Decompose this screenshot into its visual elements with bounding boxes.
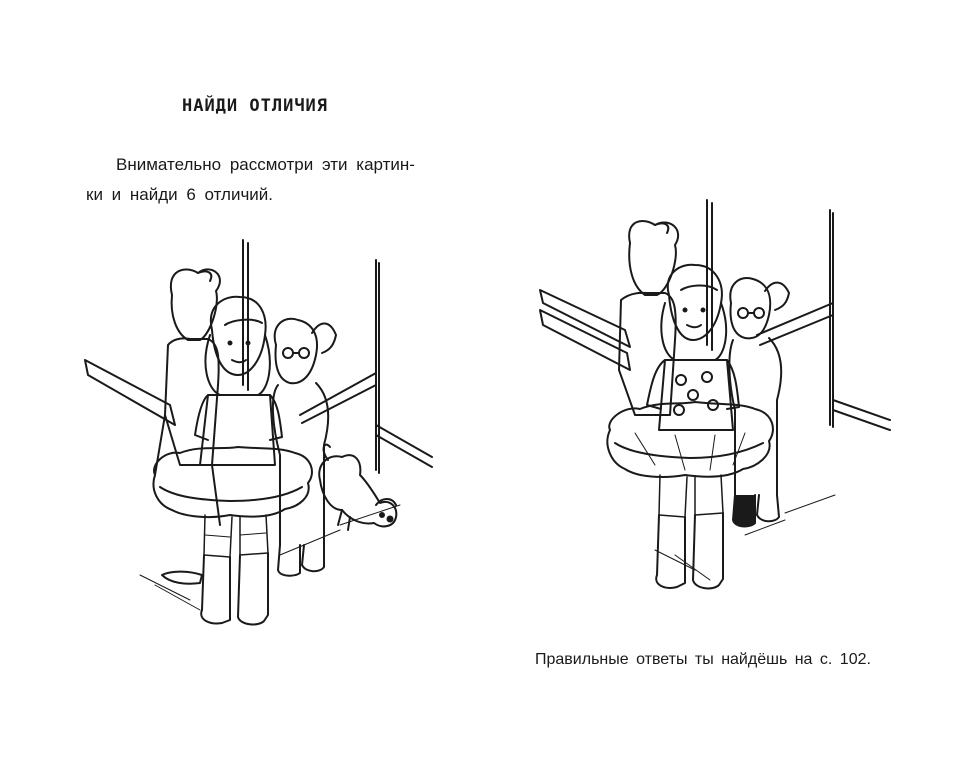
boy-with-glasses <box>273 319 336 576</box>
instructions-line-1: Внимательно рассмотри эти картин- <box>116 155 415 174</box>
room-walls <box>85 240 432 610</box>
instructions-line-2: ки и найди 6 отличий. <box>86 185 274 204</box>
floor-shoe <box>162 572 202 584</box>
girl-back-view <box>619 221 678 415</box>
right-picture <box>535 195 965 625</box>
left-picture <box>80 225 440 645</box>
answer-note: Правильные ответы ты найдёшь на с. 102. <box>535 651 871 668</box>
girl-back-view <box>155 269 220 525</box>
room-walls <box>540 200 890 580</box>
puppy <box>319 445 396 530</box>
page-title: НАЙДИ ОТЛИЧИЯ <box>181 96 329 116</box>
instructions <box>86 150 438 210</box>
